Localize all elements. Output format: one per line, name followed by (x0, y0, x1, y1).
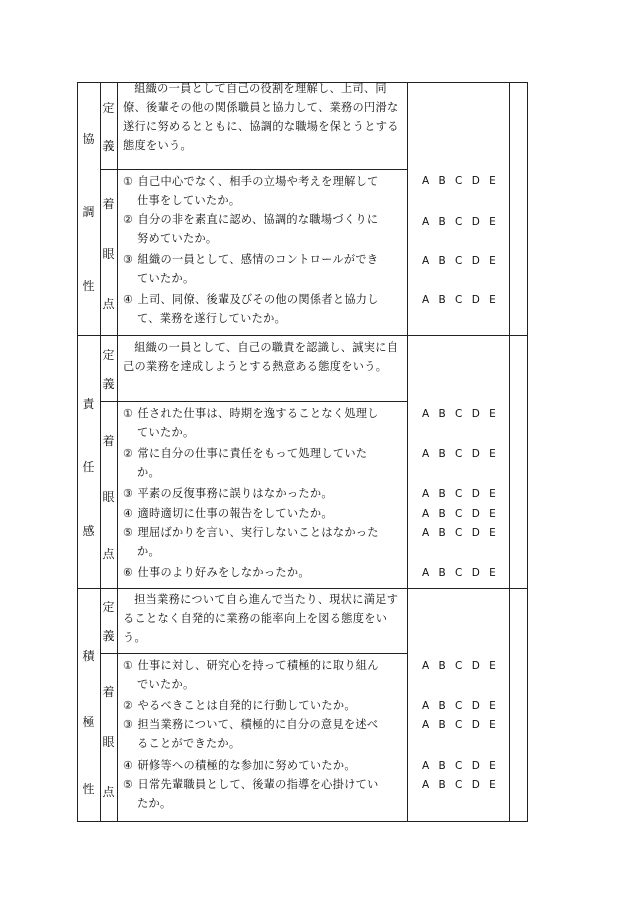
category-char: 感 (82, 523, 95, 538)
definition-label (100, 88, 117, 164)
list-item (123, 696, 405, 715)
item-number: ② (123, 213, 134, 226)
item-text: 研修等への積極的な参加に努めていたか。 (137, 759, 356, 772)
item-number: ② (123, 699, 134, 712)
grade-scale: A B C D E (422, 408, 496, 420)
list-item (123, 715, 405, 753)
grade-scale: A B C D E (422, 216, 496, 228)
list-item (123, 563, 405, 582)
grade-scale: A B C D E (422, 660, 496, 672)
label-char: 定 (102, 600, 115, 614)
label-char: 義 (102, 629, 115, 643)
item-number: ① (123, 175, 134, 188)
label-char: 着 (102, 196, 115, 211)
def-divider (100, 169, 407, 170)
list-item (123, 172, 405, 210)
label-char: 定 (102, 100, 115, 115)
category-char: 協 (82, 132, 95, 147)
category-label (77, 622, 100, 822)
label-char: 点 (102, 784, 115, 799)
section-divider (77, 335, 528, 336)
item-number: ① (123, 407, 134, 420)
definition-text: 組織の一員として、自己の職責を認識し、誠実に自己の業務を達成しようとする熱意ある態度をいう。 (123, 341, 399, 373)
item-text: 自己中心でなく、相手の立場や考えを理解して (137, 175, 379, 188)
item-text-continued: でいたか。 (137, 678, 195, 691)
item-number: ⑤ (123, 778, 134, 791)
list-item (123, 756, 405, 775)
item-text: 日常先輩職員として、後輩の指導を心掛けてい (137, 778, 379, 791)
viewpoint-label (100, 178, 117, 328)
grade-scale: A B C D E (422, 700, 496, 712)
col-divider (117, 82, 118, 822)
list-item (123, 523, 405, 561)
viewpoint-label (100, 666, 117, 816)
category-char: 責 (82, 397, 95, 412)
category-char: 性 (82, 278, 95, 293)
label-char: 眼 (102, 246, 115, 261)
item-number: ④ (123, 759, 134, 772)
label-char: 眼 (102, 734, 115, 749)
item-number: ⑥ (123, 566, 134, 579)
item-text: 適時適切に仕事の報告をしていたか。 (137, 507, 333, 520)
col-divider (407, 82, 408, 822)
item-text: 担当業務について、積極的に自分の意見を述べ (137, 718, 379, 731)
viewpoint-label (100, 412, 117, 582)
list-item (123, 656, 405, 694)
label-char: 点 (102, 296, 115, 311)
item-number: ④ (123, 293, 134, 306)
def-divider (100, 653, 407, 654)
grade-scale: A B C D E (422, 448, 496, 460)
item-text-continued: ていたか。 (137, 272, 195, 285)
col-divider (509, 82, 510, 822)
grade-scale: A B C D E (422, 294, 496, 306)
grade-scale: A B C D E (422, 508, 496, 520)
item-text: 上司、同僚、後輩及びその他の関係者と協力し (137, 293, 379, 306)
category-label (77, 372, 100, 562)
category-char: 調 (82, 205, 95, 220)
item-text-continued: ていたか。 (137, 426, 195, 439)
category-char: 極 (82, 715, 95, 730)
grade-scale: A B C D E (422, 779, 496, 791)
item-text-continued: 仕事をしていたか。 (137, 194, 241, 207)
item-text-continued: 努めていたか。 (137, 232, 218, 245)
section-divider (77, 588, 528, 589)
item-number: ③ (123, 718, 134, 731)
category-label (77, 102, 100, 322)
list-item (123, 404, 405, 442)
definition-label (100, 592, 117, 650)
grade-scale: A B C D E (422, 175, 496, 187)
list-item (123, 444, 405, 482)
definition-text: 組織の一員として自己の役割を理解し、上司、同僚、後輩その他の関係職員と協力して、業務の円滑な遂行に努めるとともに、協調的な職場を保とうとする態度をいう。 (123, 82, 399, 152)
item-text: 仕事に対し、研究心を持って積極的に取り組ん (137, 659, 379, 672)
list-item (123, 210, 405, 248)
label-char: 定 (102, 348, 115, 362)
category-char: 任 (82, 460, 95, 475)
definition-text: 担当業務について自ら進んで当たり、現状に満足することなく自発的に業務の能率向上を図る態度をいう。 (123, 593, 399, 644)
item-number: ⑤ (123, 526, 134, 539)
def-divider (100, 401, 407, 402)
category-char: 積 (82, 648, 95, 663)
item-text-continued: か。 (137, 545, 160, 558)
label-char: 着 (102, 684, 115, 699)
item-number: ② (123, 447, 134, 460)
label-char: 義 (102, 377, 115, 391)
item-number: ③ (123, 253, 134, 266)
item-number: ① (123, 659, 134, 672)
item-text: やるべきことは自発的に行動していたか。 (137, 699, 356, 712)
item-text: 理屈ばかりを言い、実行しないことはなかった (137, 526, 379, 539)
item-text: 自分の非を素直に認め、協調的な職場づくりに (137, 213, 379, 226)
item-number: ③ (123, 487, 134, 500)
list-item (123, 504, 405, 523)
label-char: 義 (102, 138, 115, 153)
label-char: 眼 (102, 490, 115, 505)
grade-scale: A B C D E (422, 567, 496, 579)
item-text: 平素の反復事務に誤りはなかったか。 (137, 487, 333, 500)
list-item (123, 250, 405, 288)
item-text-continued: て、業務を遂行していたか。 (137, 312, 287, 325)
item-text: 仕事のより好みをしなかったか。 (137, 566, 310, 579)
grade-scale: A B C D E (422, 527, 496, 539)
item-text-continued: か。 (137, 466, 160, 479)
list-item (123, 290, 405, 328)
item-text: 組織の一員として、感情のコントロールができ (137, 253, 379, 266)
grade-scale: A B C D E (422, 760, 496, 772)
item-text-continued: ることができたか。 (137, 737, 241, 750)
list-item (123, 775, 405, 813)
item-text: 常に自分の仕事に責任をもって処理していた (137, 447, 368, 460)
item-text: 任された仕事は、時期を逸することなく処理し (137, 407, 379, 420)
grade-scale: A B C D E (422, 488, 496, 500)
list-item (123, 484, 405, 503)
grade-scale: A B C D E (422, 719, 496, 731)
category-char: 性 (82, 782, 95, 797)
label-char: 点 (102, 547, 115, 562)
label-char: 着 (102, 433, 115, 448)
item-text-continued: たか。 (137, 797, 172, 810)
item-number: ④ (123, 507, 134, 520)
grade-scale: A B C D E (422, 255, 496, 267)
definition-label (100, 340, 117, 398)
